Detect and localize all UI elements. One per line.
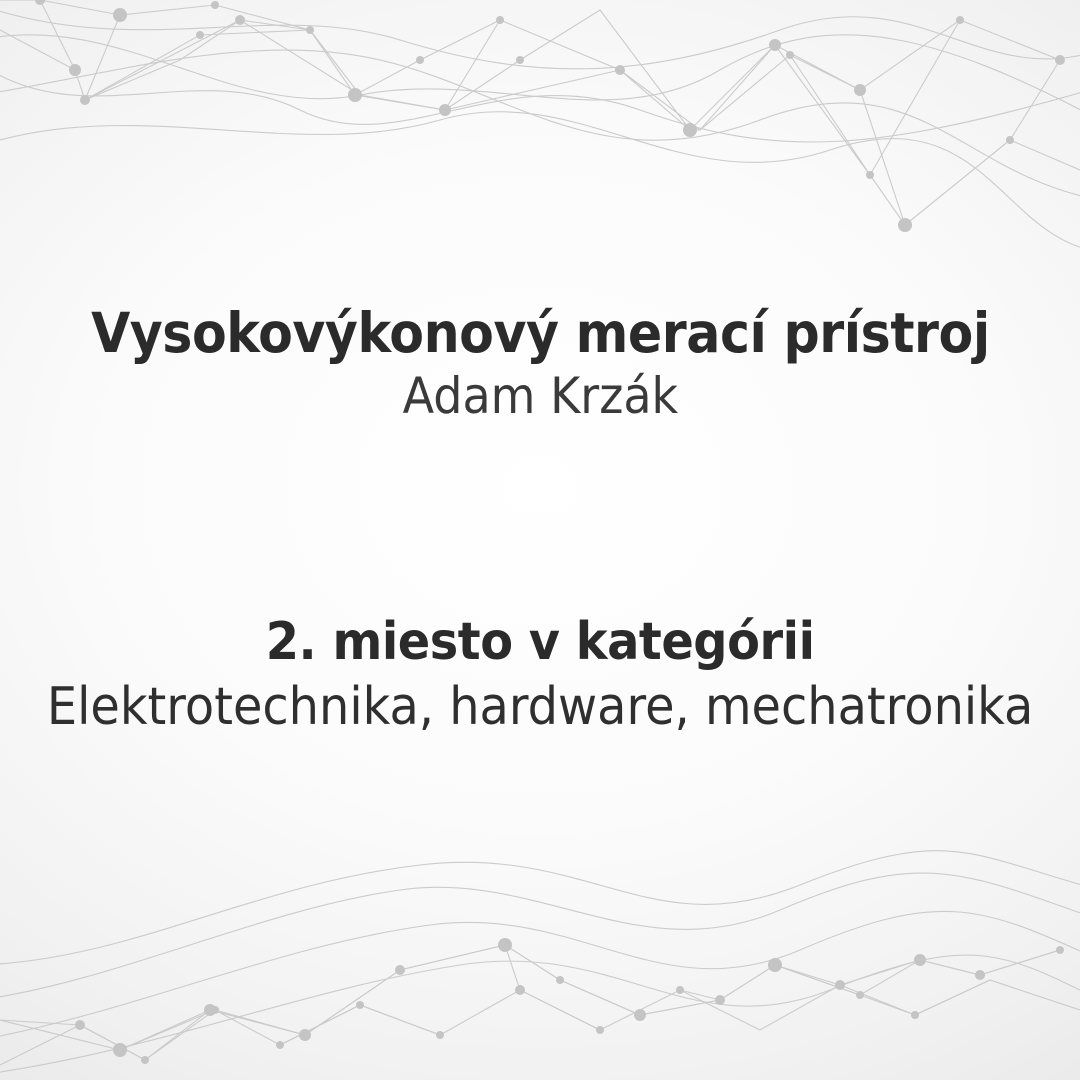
award-block: [4, 614, 1076, 736]
award-category: Elektrotechnika, hardware, mechatronika: [46, 677, 1034, 738]
project-title: Vysokovýkonový merací prístroj: [90, 300, 990, 365]
project-block: [52, 300, 1029, 425]
project-author: Adam Krzák: [402, 367, 678, 425]
award-place: 2. miesto v kategórii: [265, 612, 815, 672]
